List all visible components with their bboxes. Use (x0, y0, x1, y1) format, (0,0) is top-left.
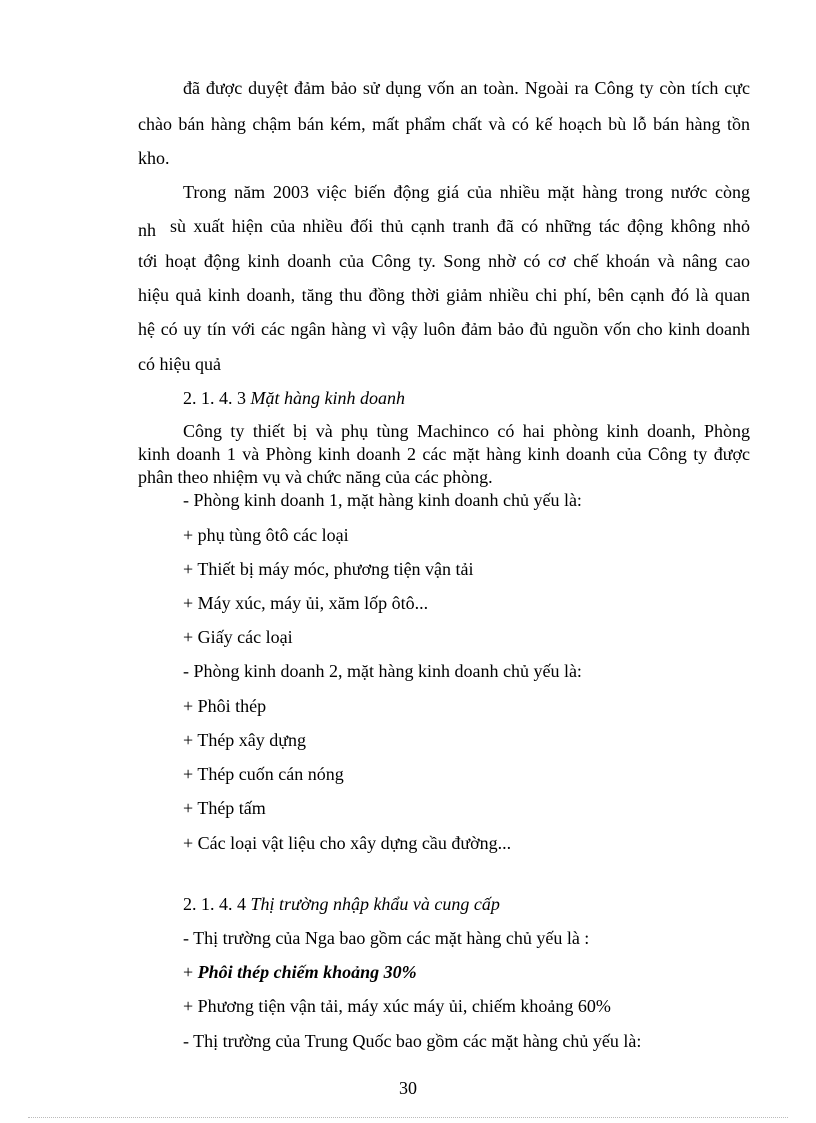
list-item: + Các loại vật liệu cho xây dựng cầu đường... (183, 833, 512, 853)
text-line: tới hoạt động kinh doanh của Công ty. Song nhờ có cơ chế khoán và nâng cao (138, 251, 750, 271)
text-fragment: nh (138, 220, 156, 240)
list-item (183, 961, 750, 983)
section-number: 2. 1. 4. 4 (183, 894, 246, 914)
text-line: hiệu quả kinh doanh, tăng thu đồng thời giảm nhiều chi phí, bên cạnh đó là quan (138, 285, 750, 305)
text-line: phân theo nhiệm vụ và chức năng của các phòng. (138, 467, 493, 487)
section-title: Thị trường nhập khẩu và cung cấp (250, 894, 500, 914)
list-item: - Phòng kinh doanh 1, mặt hàng kinh doanh chủ yếu là: (183, 490, 582, 510)
bold-text: Phôi thép chiếm khoảng 30% (197, 962, 417, 982)
list-item: + phụ tùng ôtô các loại (183, 525, 349, 545)
text-line: hệ có uy tín với các ngân hàng vì vậy luôn đảm bảo đủ nguồn vốn cho kinh doanh (138, 319, 750, 339)
page-number: 30 (399, 1078, 417, 1098)
list-item: + Thép cuốn cán nóng (183, 764, 344, 784)
section-heading (183, 893, 750, 915)
text-line: có hiệu quả (138, 354, 221, 374)
list-item: - Phòng kinh doanh 2, mặt hàng kinh doanh chủ yếu là: (183, 661, 582, 681)
list-item: - Thị trường của Nga bao gồm các mặt hàng chủ yếu là : (183, 928, 590, 948)
section-title: Mặt hàng kinh doanh (250, 388, 405, 408)
list-item: + Giấy các loại (183, 627, 293, 647)
page-border (28, 1117, 788, 1118)
list-item: + Phương tiện vận tải, máy xúc máy ủi, chiếm khoảng 60% (183, 996, 611, 1016)
text-line: kinh doanh 1 và Phòng kinh doanh 2 các mặt hàng kinh doanh của Công ty được (138, 444, 750, 464)
list-item: + Phôi thép (183, 696, 267, 716)
text-line: sù xuất hiện của nhiều đối thủ cạnh tranh đã có những tác động không nhỏ (170, 216, 750, 236)
list-item: - Thị trường của Trung Quốc bao gồm các mặt hàng chủ yếu là: (183, 1031, 642, 1051)
text-line: chào bán hàng chậm bán kém, mất phẩm chất và có kế hoạch bù lỗ bán hàng tồn (138, 114, 750, 134)
section-heading (183, 387, 750, 409)
list-item: + Thép xây dựng (183, 730, 307, 750)
text-line: kho. (138, 148, 170, 168)
section-number: 2. 1. 4. 3 (183, 388, 246, 408)
list-item: + Máy xúc, máy ủi, xăm lốp ôtô... (183, 593, 429, 613)
list-item: + Thép tấm (183, 798, 266, 818)
text-line: Trong năm 2003 việc biến động giá của nhiều mặt hàng trong nước còng (183, 182, 750, 202)
list-item: + Thiết bị máy móc, phương tiện vận tải (183, 559, 474, 579)
text-line: Công ty thiết bị và phụ tùng Machinco có hai phòng kinh doanh, Phòng (183, 421, 750, 441)
bullet: + (183, 962, 194, 982)
text-line: đã được duyệt đảm bảo sử dụng vốn an toàn. Ngoài ra Công ty còn tích cực (183, 78, 750, 98)
